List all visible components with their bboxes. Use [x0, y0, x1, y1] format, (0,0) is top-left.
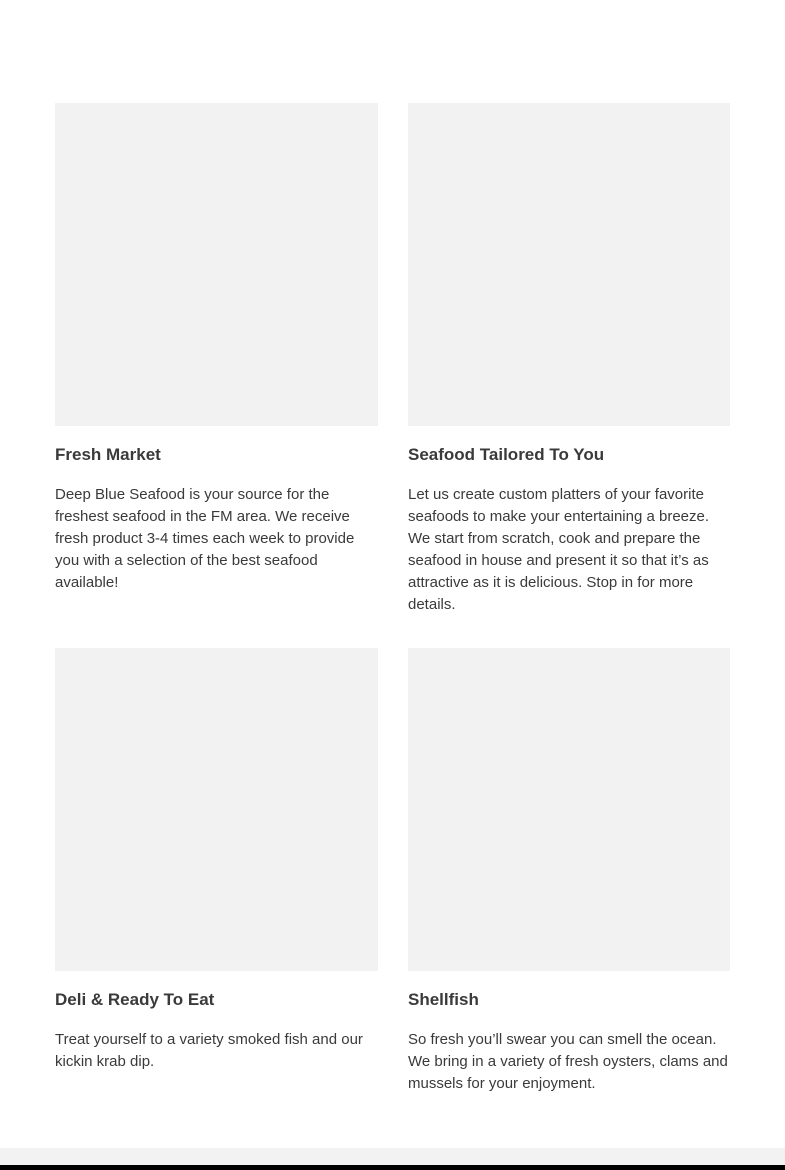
feature-image-placeholder: [55, 103, 378, 426]
feature-card-seafood-tailored: [408, 103, 730, 648]
feature-title: Deli & Ready To Eat: [55, 990, 215, 1009]
feature-card-deli: [55, 648, 378, 1095]
features-grid: [55, 103, 730, 1095]
feature-description: So fresh you’ll swear you can smell the ocean. We bring in a variety of fresh oysters, clams and mussels for your enjoyment.: [408, 1031, 728, 1092]
feature-title: Seafood Tailored To You: [408, 445, 605, 464]
feature-description: Deep Blue Seafood is your source for the freshest seafood in the FM area. We receive fresh product 3-4 times each week to provide you with a selection of the best seafood available!: [55, 486, 355, 591]
feature-card-fresh-market: [55, 103, 378, 648]
feature-description: Treat yourself to a variety smoked fish and our kickin krab dip.: [55, 1031, 363, 1070]
footer-band: [0, 1148, 785, 1165]
feature-title: Fresh Market: [55, 445, 161, 464]
feature-card-shellfish: [408, 648, 730, 1095]
feature-image-placeholder: [55, 648, 378, 971]
footer-edge: [0, 1165, 785, 1170]
feature-title: Shellfish: [408, 990, 479, 1009]
feature-description: Let us create custom platters of your favorite seafoods to make your entertaining a breeze. We start from scratch, cook and prepare the seafood in house and present it so that it’s as attractive as it is delicious. Stop in for more details.: [408, 486, 710, 613]
feature-image-placeholder: [408, 103, 730, 426]
feature-image-placeholder: [408, 648, 730, 971]
